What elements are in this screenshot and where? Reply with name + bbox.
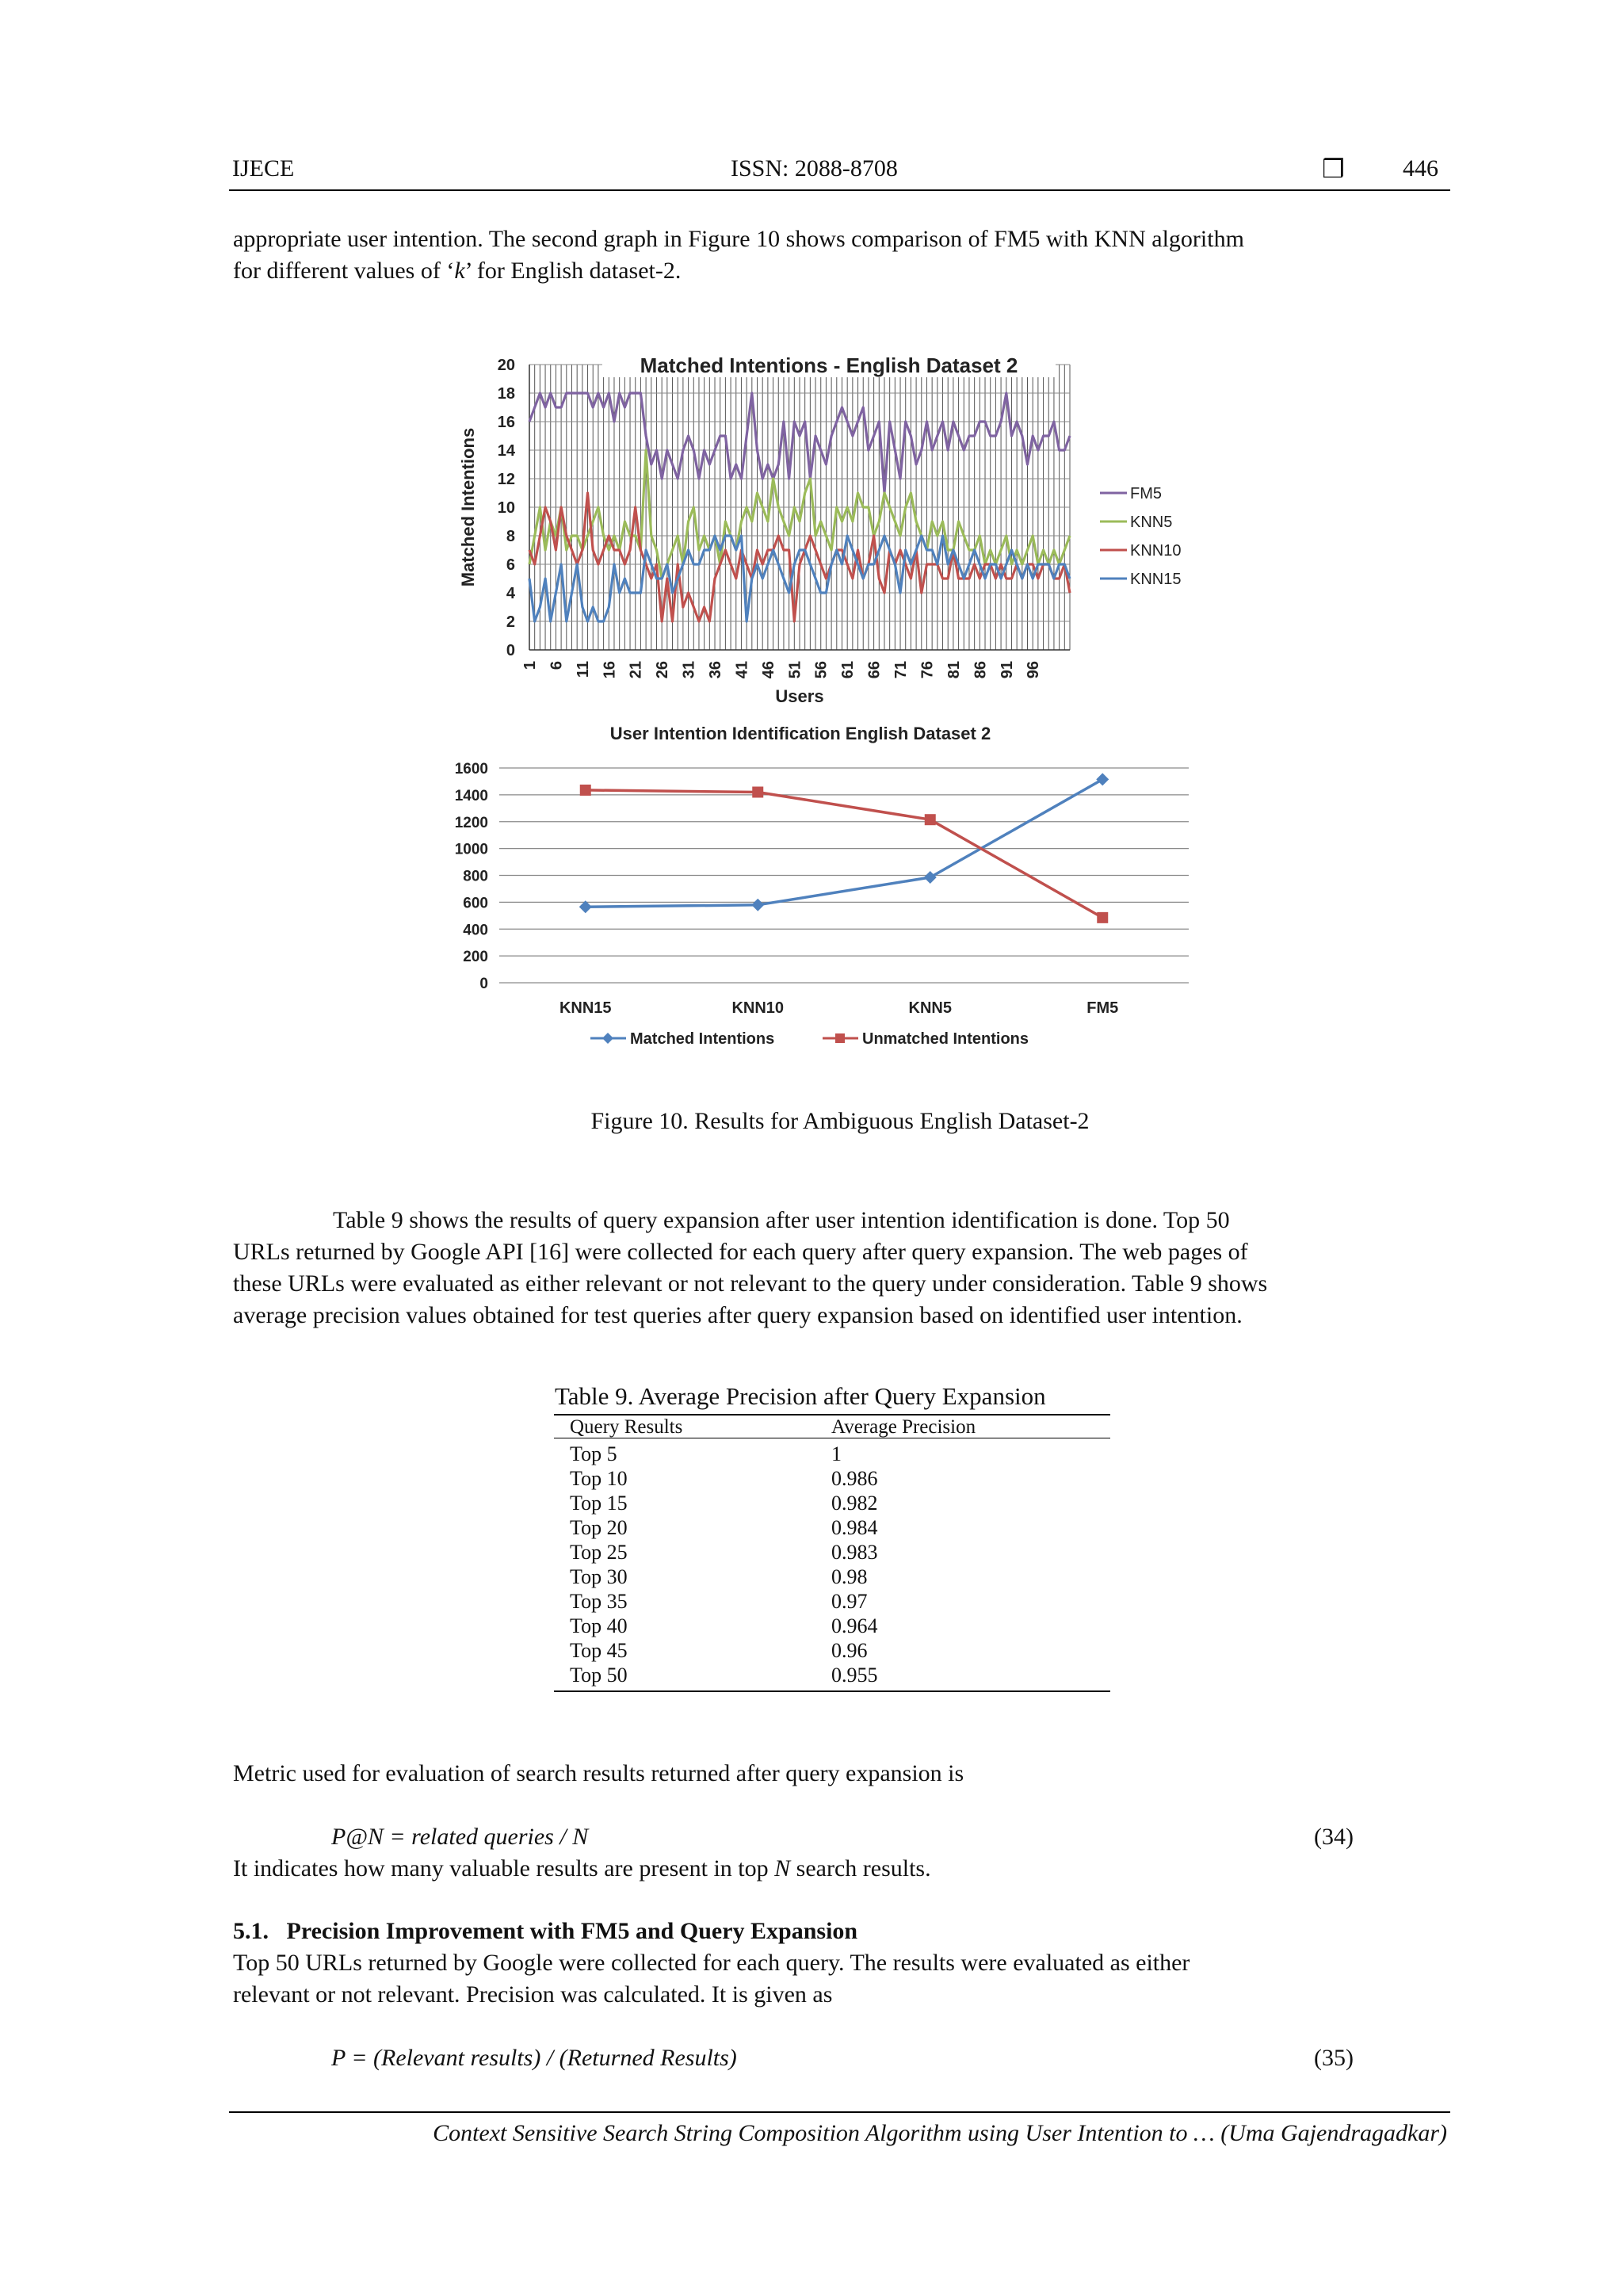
footer-italic: Context Sensitive Search String Composition Algorithm using User Intention to … (Uma Gajendragadkar) [433, 2120, 1447, 2146]
y-tick-label: 20 [497, 357, 515, 374]
table9-cell-precision: 0.982 [831, 1492, 878, 1515]
equation-34-number: (34) [1314, 1824, 1354, 1850]
y-tick-label: 18 [497, 385, 515, 403]
indicates-n: N [774, 1855, 791, 1881]
x-tick-label: 51 [786, 661, 804, 679]
footer-rule [229, 2111, 1450, 2113]
section-title: Precision Improvement with FM5 and Query Expansion [286, 1918, 858, 1944]
y-axis-label: Matched Intentions [458, 427, 478, 587]
table9-bottom-rule [554, 1690, 1110, 1692]
table9-cell-query: Top 5 [570, 1442, 617, 1465]
series-line-unmatched [586, 790, 1103, 918]
intro-line-2-a: for different values of ‘ [233, 258, 455, 284]
x-tick-label: 26 [654, 661, 672, 679]
table9-header-query-results: Query Results [570, 1416, 683, 1438]
indicates-b: search results. [790, 1855, 931, 1881]
y-tick-label: 1600 [454, 761, 488, 777]
table9-row [570, 1491, 1093, 1515]
legend-marker-matched [602, 1033, 613, 1044]
table9-row [570, 1614, 1093, 1638]
y-tick-label: 400 [463, 922, 488, 939]
table9-cell-query: Top 25 [570, 1541, 628, 1564]
x-tick-label: 61 [839, 661, 857, 679]
table9-cell-precision: 1 [831, 1442, 842, 1465]
indicates-line [233, 1853, 931, 1885]
y-tick-label: 600 [463, 895, 488, 912]
series-line-matched [586, 779, 1103, 907]
para2-line-2: relevant or not relevant. Precision was calculated. It is given as [233, 1981, 833, 2008]
legend-marker-unmatched [835, 1033, 845, 1043]
x-tick-label: 71 [892, 661, 911, 679]
table9-header-row [570, 1415, 1093, 1439]
x-category-label: KNN15 [559, 999, 612, 1017]
x-tick-label: 41 [733, 661, 751, 679]
intro-line-2-b: ’ for English dataset-2. [464, 258, 682, 284]
para1-line-3: these URLs were evaluated as either relevant or not relevant to the query under consideration. Table 9 shows [233, 1270, 1268, 1297]
marker-matched [924, 871, 937, 884]
table9-cell-query: Top 35 [570, 1590, 628, 1613]
y-tick-label: 14 [497, 442, 515, 460]
table9-cell-precision: 0.955 [831, 1664, 878, 1687]
para1-line-2: URLs returned by Google API [16] were collected for each query after query expansion. The web pages of [233, 1239, 1248, 1265]
metric-line: Metric used for evaluation of search results returned after query expansion is [233, 1760, 964, 1786]
equation-34 [331, 1821, 588, 1853]
table9-cell-query: Top 20 [570, 1516, 628, 1539]
table9-cell-query: Top 10 [570, 1467, 628, 1490]
x-tick-label: 36 [707, 661, 725, 679]
x-tick-label: 31 [680, 661, 698, 679]
y-tick-label: 200 [463, 949, 488, 966]
table9-cell-precision: 0.983 [831, 1541, 878, 1564]
x-category-label: FM5 [1086, 999, 1119, 1017]
para1-line-4: average precision values obtained for test queries after query expansion based on identified user intention. [233, 1302, 1243, 1328]
marker-unmatched [752, 786, 763, 797]
chart-title: Matched Intentions - English Dataset 2 [640, 353, 1018, 377]
y-tick-label: 0 [506, 642, 515, 659]
table9-cell-precision: 0.96 [831, 1639, 868, 1662]
y-tick-label: 6 [506, 556, 515, 574]
table9-row [570, 1439, 1093, 1466]
table9-cell-precision: 0.97 [831, 1590, 868, 1613]
header-square-icon: ❒ [1322, 154, 1345, 184]
section-heading [233, 1916, 857, 1947]
legend-label-fm5: FM5 [1130, 485, 1162, 502]
table9-row [570, 1589, 1093, 1614]
chart-title: User Intention Identification English Dataset 2 [609, 724, 991, 743]
indicates-a: It indicates how many valuable results are present in top [233, 1855, 775, 1881]
y-tick-label: 800 [463, 868, 488, 885]
equation-35 [331, 2042, 737, 2074]
y-tick-label: 8 [506, 528, 515, 545]
running-header-journal: IJECE [232, 155, 295, 181]
user-intention-identification-chart [444, 717, 1236, 1066]
x-tick-label: 11 [574, 661, 592, 678]
section-number: 5.1. [233, 1918, 269, 1944]
table9-cell-precision: 0.98 [831, 1565, 868, 1588]
table9-cell-precision: 0.986 [831, 1467, 878, 1490]
para2-line-1: Top 50 URLs returned by Google were collected for each query. The results were evaluated as either [233, 1950, 1190, 1976]
table9-header-average-precision: Average Precision [831, 1416, 976, 1438]
footer-text [233, 2118, 1447, 2149]
table9-row [570, 1638, 1093, 1663]
table9-cell-precision: 0.984 [831, 1516, 878, 1539]
y-tick-label: 1000 [454, 841, 488, 858]
para1-line-1: Table 9 shows the results of query expansion after user intention identification is done. Top 50 [333, 1207, 1230, 1233]
x-category-label: KNN10 [731, 999, 785, 1017]
legend-label-matched: Matched Intentions [630, 1030, 775, 1048]
marker-unmatched [1097, 912, 1108, 923]
table9-cell-query: Top 45 [570, 1639, 628, 1662]
x-tick-label: 86 [972, 661, 990, 679]
x-tick-label: 76 [918, 661, 937, 679]
y-tick-label: 2 [506, 613, 515, 631]
marker-matched [751, 899, 764, 911]
marker-unmatched [925, 814, 936, 825]
table9-row [570, 1466, 1093, 1491]
x-tick-label: 6 [548, 661, 566, 670]
table9-cell-query: Top 15 [570, 1492, 628, 1515]
legend-label-knn5: KNN5 [1130, 514, 1173, 531]
intro-line-2 [233, 255, 1447, 287]
legend-label-knn10: KNN10 [1130, 542, 1182, 560]
legend-label-knn15: KNN15 [1130, 571, 1182, 588]
table9-cell-query: Top 40 [570, 1614, 628, 1637]
y-tick-label: 4 [506, 585, 515, 602]
table9-cell-precision: 0.964 [831, 1614, 878, 1637]
equation-35-text: P = (Relevant results) / (Returned Results) [331, 2045, 737, 2071]
intro-line-1: appropriate user intention. The second graph in Figure 10 shows comparison of FM5 with KNN algorithm [233, 226, 1244, 252]
marker-unmatched [580, 785, 591, 796]
table9-cell-query: Top 50 [570, 1664, 628, 1687]
running-header-issn: ISSN: 2088-8708 [731, 155, 898, 181]
x-tick-label: 81 [945, 661, 963, 679]
table9-row [570, 1663, 1093, 1687]
y-tick-label: 12 [497, 471, 515, 488]
x-category-label: KNN5 [908, 999, 952, 1017]
table9-caption: Table 9. Average Precision after Query Expansion [555, 1382, 1046, 1410]
x-tick-label: 16 [601, 661, 619, 679]
x-tick-label: 21 [627, 661, 645, 679]
x-tick-label: 56 [812, 661, 831, 679]
legend-label-unmatched: Unmatched Intentions [862, 1030, 1029, 1048]
table9 [570, 1415, 1093, 1687]
figure-caption: Figure 10. Results for Ambiguous English Dataset-2 [590, 1108, 1090, 1134]
x-tick-label: 96 [1025, 661, 1043, 679]
y-tick-label: 10 [497, 499, 515, 517]
equation-34-text: P@N = related queries / N [331, 1824, 589, 1850]
x-tick-label: 46 [759, 661, 777, 679]
x-axis-label: Users [775, 686, 824, 706]
y-tick-label: 1200 [454, 814, 488, 831]
y-tick-label: 1400 [454, 787, 488, 804]
header-rule [229, 189, 1450, 191]
x-tick-label: 66 [865, 661, 884, 679]
x-tick-label: 1 [521, 661, 539, 670]
y-tick-label: 16 [497, 414, 515, 431]
x-tick-label: 91 [998, 661, 1016, 679]
marker-matched [1096, 773, 1109, 785]
intro-k: k [454, 258, 465, 284]
page-number: 446 [1403, 155, 1438, 181]
equation-35-number: (35) [1314, 2045, 1354, 2071]
table9-row [570, 1564, 1093, 1589]
table9-cell-query: Top 30 [570, 1565, 628, 1588]
y-tick-label: 0 [479, 976, 488, 992]
table9-row [570, 1540, 1093, 1564]
matched-intentions-chart [444, 341, 1252, 721]
table9-row [570, 1515, 1093, 1540]
